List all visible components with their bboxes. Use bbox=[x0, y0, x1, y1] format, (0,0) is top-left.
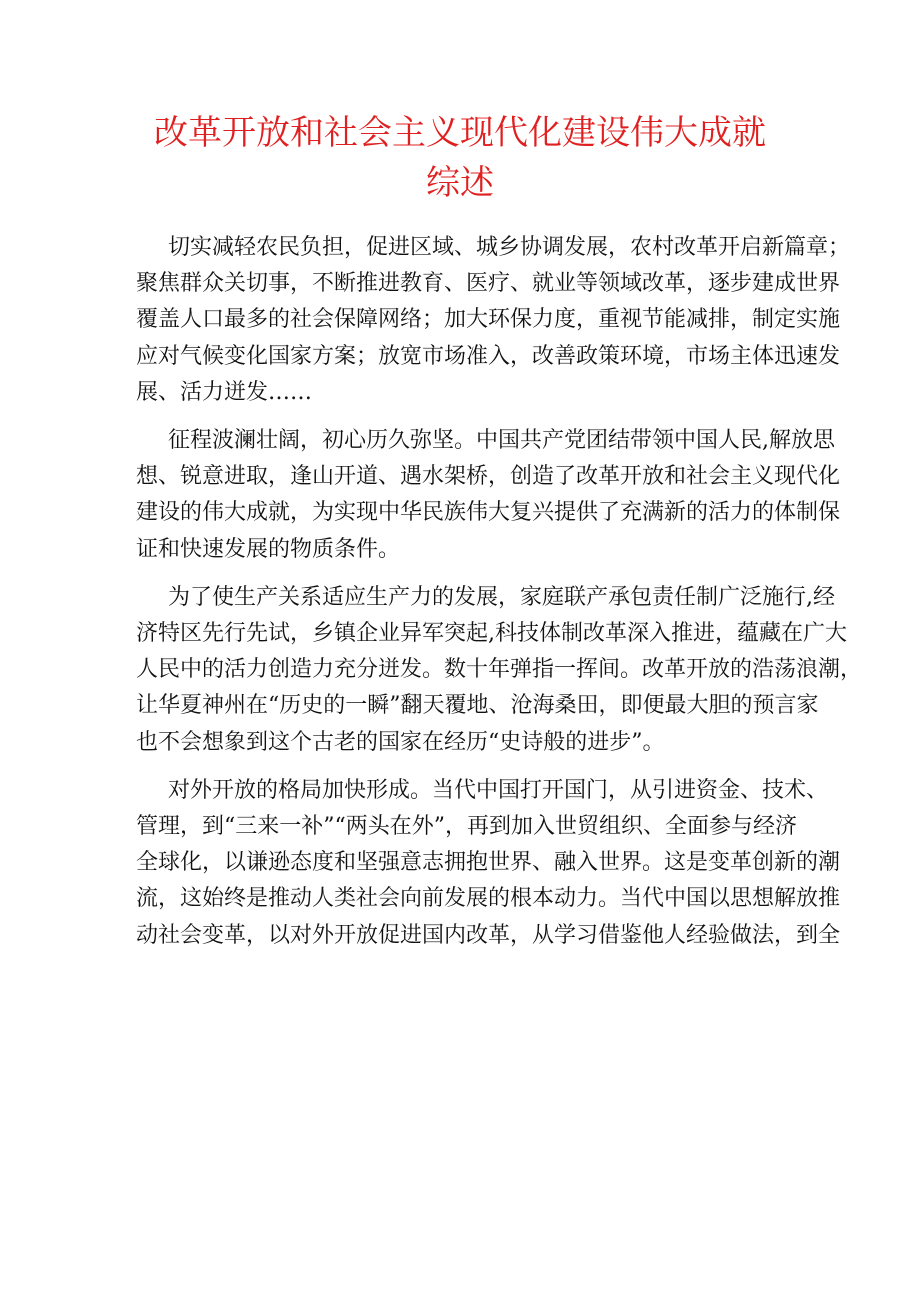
paragraph-1 bbox=[136, 230, 851, 411]
paragraph-line: 应对气候变化国家方案；放宽市场准入，改善政策环境，市场主体迅速发 bbox=[136, 343, 841, 369]
paragraph-line: 流，这始终是推动人类社会向前发展的根本动力。当代中国以思想解放推 bbox=[136, 886, 841, 912]
paragraph-line: 动社会变革，以对外开放促进国内改革，从学习借鉴他人经验做法，到全 bbox=[136, 922, 841, 948]
paragraph-line: 征程波澜壮阔，初心历久弥坚。中国共产党团结带领中国人民,解放思 bbox=[168, 428, 835, 454]
title-line-1: 改革开放和社会主义现代化建设伟大成就 bbox=[154, 113, 766, 153]
paragraph-line: 切实减轻农民负担，促进区域、城乡协调发展，农村改革开启新篇章； bbox=[168, 235, 851, 260]
document-body bbox=[136, 230, 863, 954]
paragraph-line: 证和快速发展的物质条件。 bbox=[136, 536, 401, 562]
paragraph-line: 让华夏神州在“历史的一瞬”翻天覆地、沧海桑田，即便最大胆的预言家 bbox=[136, 693, 819, 719]
document-title bbox=[100, 108, 820, 208]
paragraph-2 bbox=[136, 423, 841, 568]
paragraph-line: 全球化，以谦逊态度和坚强意志拥抱世界、融入世界。这是变革创新的潮 bbox=[136, 850, 841, 876]
paragraph-line: 管理，到“三来一补”“两头在外”，再到加入世贸组织、全面参与经济 bbox=[136, 814, 797, 840]
paragraph-line: 展、活力迸发…… bbox=[136, 379, 313, 405]
paragraph-line: 覆盖人口最多的社会保障网络；加大环保力度，重视节能减排，制定实施 bbox=[136, 307, 841, 333]
paragraph-3 bbox=[136, 580, 863, 761]
paragraph-line: 也不会想象到这个古老的国家在经历“史诗般的进步”。 bbox=[136, 729, 665, 755]
paragraph-line: 为了使生产关系适应生产力的发展，家庭联产承包责任制广泛施行,经 bbox=[168, 584, 835, 610]
paragraph-line: 建设的伟大成就，为实现中华民族伟大复兴提供了充满新的活力的体制保 bbox=[136, 500, 841, 526]
paragraph-line: 人民中的活力创造力充分迸发。数十年弹指一挥间。改革开放的浩荡浪潮， bbox=[136, 657, 863, 683]
paragraph-line: 聚焦群众关切事，不断推进教育、医疗、就业等领域改革，逐步建成世界 bbox=[136, 271, 841, 297]
paragraph-line: 对外开放的格局加快形成。当代中国打开国门，从引进资金、技术、 bbox=[168, 777, 829, 803]
paragraph-4 bbox=[136, 773, 841, 954]
paragraph-line: 济特区先行先试，乡镇企业异军突起,科技体制改革深入推进，蕴藏在广大 bbox=[136, 621, 847, 647]
paragraph-line: 想、锐意进取，逢山开道、遇水架桥，创造了改革开放和社会主义现代化 bbox=[136, 464, 841, 490]
title-line-2: 综述 bbox=[426, 163, 494, 203]
